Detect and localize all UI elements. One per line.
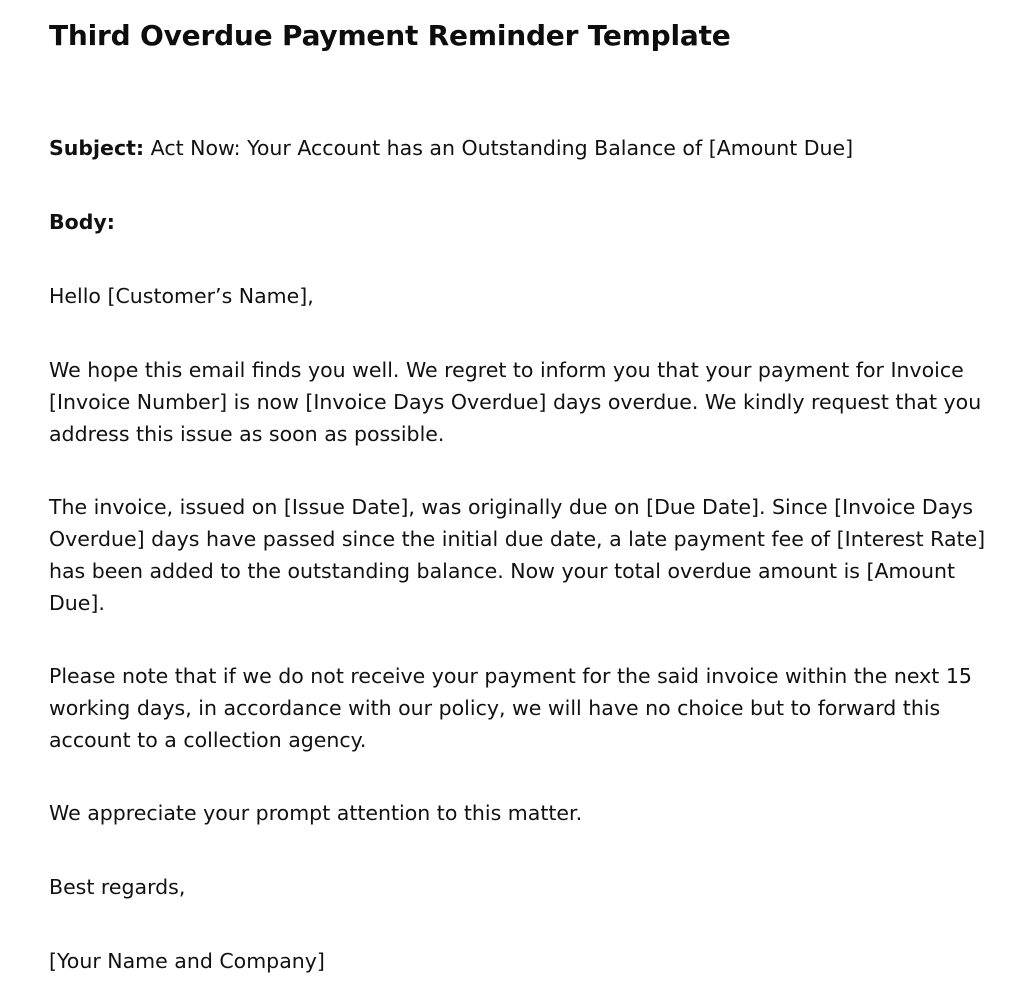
subject-text: Act Now: Your Account has an Outstanding Balance of [Amount Due]	[150, 136, 854, 160]
subject-line	[49, 132, 1004, 164]
subject-label: Subject:	[49, 136, 145, 160]
paragraph-collection-warning: Please note that if we do not receive your payment for the said invoice within the next 15 working days, in accordance with our policy, we will have no choice but to forward this account to a collection agency.	[49, 664, 972, 752]
body-label: Body:	[49, 210, 115, 234]
signature: [Your Name and Company]	[49, 949, 325, 973]
page-title: Third Overdue Payment Reminder Template	[49, 19, 731, 52]
paragraph-intro: We hope this email finds you well. We regret to inform you that your payment for Invoice [Invoice Number] is now [Invoice Days Overdue] days overdue. We kindly request that you address this issue as soon as possible.	[49, 358, 982, 446]
paragraph-appreciation: We appreciate your prompt attention to this matter.	[49, 801, 583, 825]
paragraph-invoice-details: The invoice, issued on [Issue Date], was originally due on [Due Date]. Since [Invoice Days Overdue] days have passed since the initial due date, a late payment fee of [Interest Rate] has been added to the outstanding balance. Now your total overdue amount is [Amount Due].	[49, 495, 986, 615]
closing: Best regards,	[49, 875, 186, 899]
greeting: Hello [Customer’s Name],	[49, 284, 314, 308]
